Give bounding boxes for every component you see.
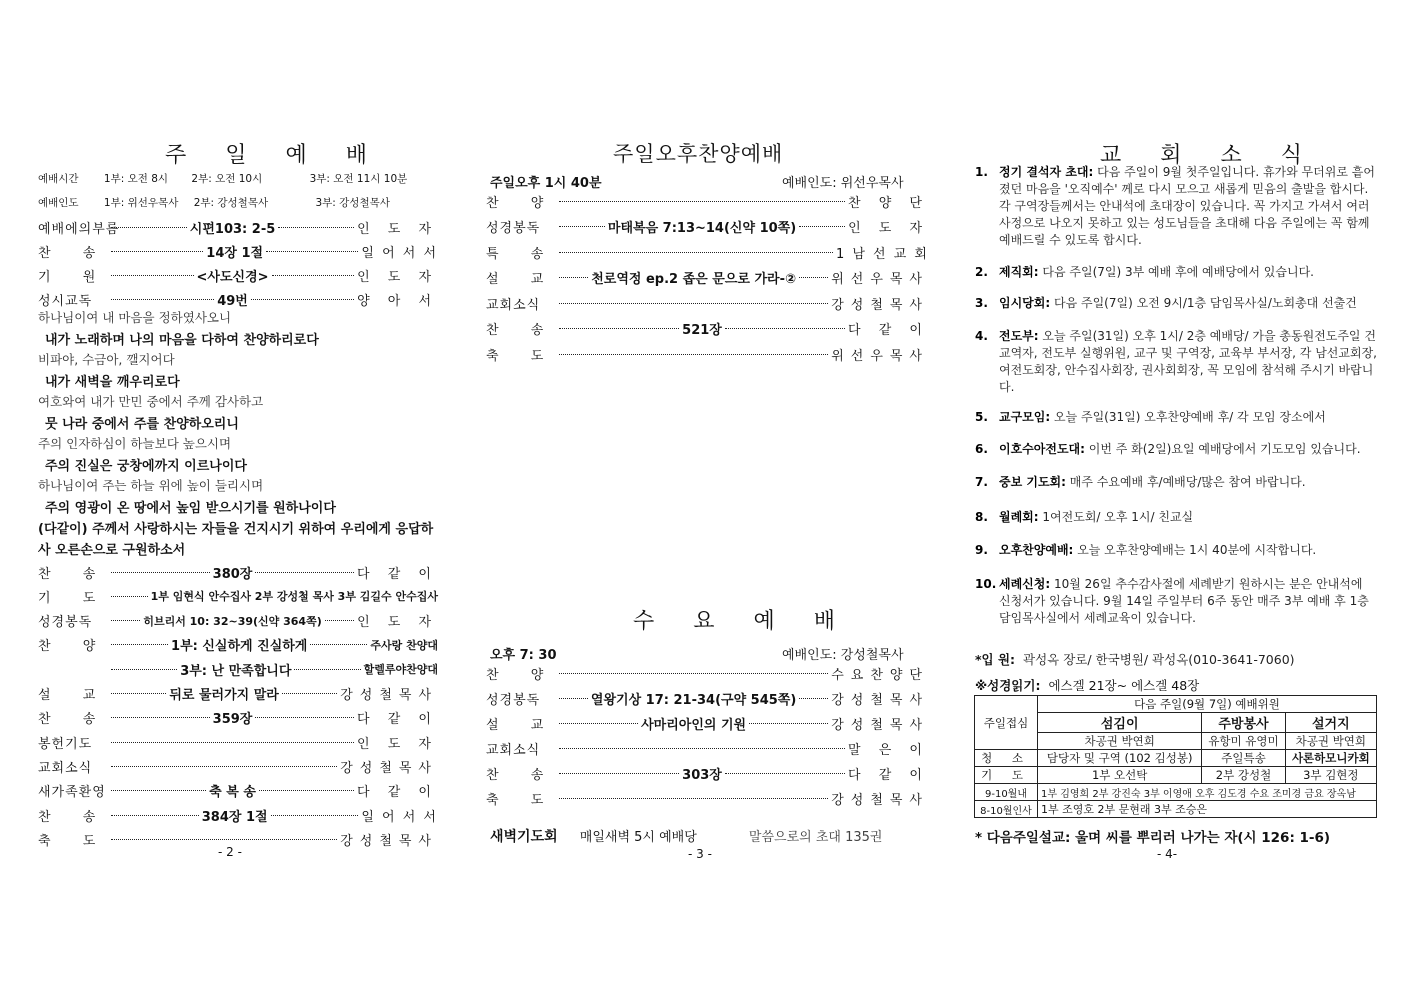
congregation-line: 뭇 나라 중에서 주를 찬양하오리니 xyxy=(45,417,239,432)
order-row xyxy=(38,756,438,776)
order-leader: 인 도 자 xyxy=(357,221,439,237)
leader-dots xyxy=(559,698,588,699)
notice-heading: 세례신청: xyxy=(999,577,1051,591)
order-row xyxy=(486,217,929,237)
notice-body: 다음 주일이 9월 첫주일입니다. 휴가와 무더위로 흩어졌던 마음을 '오직예수' 께로 다시 모으고 새롭게 믿음의 출발을 합시다. 각 구역장들께서는 안내석에 초대장이 있습니다. 꼭 가지고 가셔서 여러 사정으로 나오지 못하고 있는 성도님들을 초대해 다음 주일에는 꼭 함께 예배드릴 수 있도록 합시다. xyxy=(999,165,1375,247)
order-row xyxy=(38,586,438,606)
notice-number: 8. xyxy=(975,510,988,524)
congregation-line: (다같이) 주께서 사랑하시는 자들을 건지시기 위하여 우리에게 응답하 xyxy=(38,522,434,537)
duty-label: 주일접심 xyxy=(983,715,1029,730)
order-row xyxy=(486,763,929,783)
leader-dots xyxy=(111,742,354,743)
dawn-text: 매일새벽 5시 예배당 xyxy=(579,830,697,845)
duty-head-3: 설거지 xyxy=(1285,713,1376,733)
hospital-text: 곽성옥 장로/ 한국병원/ 곽성옥(010-3641-7060) xyxy=(1023,652,1295,667)
special-song-label: 주일특송 xyxy=(1202,750,1285,767)
order-item: 359장 xyxy=(212,712,253,728)
notice-item xyxy=(975,328,1377,396)
order-leader: 다 같 이 xyxy=(848,767,929,783)
order-item: <사도신경> xyxy=(196,269,269,285)
notice-number: 6. xyxy=(975,442,988,456)
notice-number: 10. xyxy=(975,577,997,591)
order-row xyxy=(486,344,929,364)
order-leader: 인 도 자 xyxy=(357,269,439,285)
leader-dots xyxy=(559,201,845,202)
order-row xyxy=(38,217,438,237)
greeting-value: 1부 조영호 2부 문현래 3부 조승은 xyxy=(1038,801,1377,818)
order-item: 384장 1절 xyxy=(201,809,268,825)
notice-body: 다음 주일(7일) 3부 예배 후에 예배당에서 있습니다. xyxy=(1042,265,1314,279)
order-row xyxy=(486,788,929,808)
service-times xyxy=(38,171,407,186)
leader-dots xyxy=(559,303,828,304)
leader-dots xyxy=(749,723,828,724)
notice-item xyxy=(975,576,1377,627)
special-song-value: 사론하모니카회 xyxy=(1285,750,1376,767)
order-row xyxy=(38,562,438,582)
order-item: 뒤로 물러가지 말라 xyxy=(169,688,279,703)
notice-heading: 월례회: xyxy=(999,510,1039,524)
leader-dots xyxy=(294,669,360,670)
order-label: 설 교 xyxy=(486,272,544,287)
notice-item xyxy=(975,441,1377,458)
leader-dots xyxy=(111,299,214,300)
page2-title: 주 일 예 배 xyxy=(165,143,383,168)
order-leader: 말 은 이 xyxy=(848,742,929,758)
congregation-line: 사 오른손으로 구원하소서 xyxy=(38,543,186,558)
leader-dots xyxy=(111,815,199,816)
order-row xyxy=(486,268,929,288)
notice-item xyxy=(975,409,1377,426)
notice-item xyxy=(975,542,1377,559)
order-item: 49번 xyxy=(217,293,248,309)
order-label: 교회소식 xyxy=(486,742,541,758)
duty-title-cell xyxy=(1038,696,1377,713)
order-label: 성경봉독 xyxy=(38,615,93,631)
notice-heading: 전도부: xyxy=(999,329,1039,343)
duty-head-2: 주방봉사 xyxy=(1202,713,1285,733)
leader-dots xyxy=(111,644,168,645)
notice-body: 오늘 주일(31일) 오후 1시/ 2층 예배당/ 가을 총동원전도주일 건 교역자, 전도부 실행위원, 교구 및 구역장, 교육부 부서장, 각 남선교회장, 여전도회장, 안수집사회장, 권사회회장, 꼭 모임에 참석해 주시기 바랍니다. xyxy=(999,329,1377,394)
leader-line: 하나님이여 주는 하늘 위에 높이 들리시며 xyxy=(38,478,264,493)
leader-dots xyxy=(559,798,828,799)
cleaning-value: 담당자 및 구역 (102 김성봉) xyxy=(1038,750,1202,767)
congregation-line: 주의 영광이 온 땅에서 높임 받으시기를 원하나이다 xyxy=(45,501,336,516)
notice-item xyxy=(975,295,1377,312)
notice-item xyxy=(975,474,1377,491)
leader-dots xyxy=(111,717,210,718)
bible-text: 에스겔 21장~ 에스겔 48장 xyxy=(1048,678,1200,693)
order-leader: 강성철목사 xyxy=(831,692,930,708)
order-label: 특 송 xyxy=(486,246,544,262)
notice-body: 다음 주일(7일) 오전 9시/1층 담임목사실/노회총대 선출건 xyxy=(1054,296,1357,310)
order-label: 새가족환영 xyxy=(38,785,106,801)
order-label: 기 도 xyxy=(38,590,96,606)
notice-item xyxy=(975,264,1377,281)
hospital-line xyxy=(975,650,1295,668)
order-label: 찬 양 xyxy=(486,667,544,683)
leader-dots xyxy=(559,773,679,774)
order-item: 3부: 난 만족합니다 xyxy=(180,663,292,679)
order-leader: 위선우목사 xyxy=(831,348,929,364)
order-label: 설 교 xyxy=(38,688,96,703)
order-leader: 위선우목사 xyxy=(831,272,929,287)
leader-line: 주의 인자하심이 하늘보다 높으시며 xyxy=(38,436,232,451)
order-label: 찬 송 xyxy=(486,323,544,338)
congregation-line: 주의 진실은 궁창에까지 이르나이다 xyxy=(45,459,247,474)
order-item: 마태복음 7:13~14(신약 10쪽) xyxy=(607,221,797,236)
leader-line: 여호와여 내가 만민 중에서 주께 감사하고 xyxy=(38,394,264,409)
order-row xyxy=(486,191,929,211)
leader-dots xyxy=(559,723,638,724)
order-leader: 인 도 자 xyxy=(848,221,930,236)
order-label: 교회소식 xyxy=(38,760,93,776)
hospital-label: *입 원: xyxy=(975,652,1016,667)
notice-body: 매주 수요예배 후/예배당/많은 참여 바랍니다. xyxy=(1069,475,1306,489)
page-number-2: - 2 - xyxy=(218,845,242,859)
order-label: 성경봉독 xyxy=(486,221,541,236)
order-row xyxy=(38,659,438,679)
notice-number: 2. xyxy=(975,265,988,279)
leader-dots xyxy=(255,717,354,718)
times-label: 예배시간 xyxy=(38,173,79,185)
notice-heading: 오후찬양예배: xyxy=(999,543,1074,557)
order-row xyxy=(486,319,929,339)
leader-dots xyxy=(266,251,358,252)
order-row xyxy=(38,684,438,704)
order-label: 봉헌기도 xyxy=(38,736,93,752)
duty-name-3: 차공권 박연희 xyxy=(1285,733,1376,750)
prayer-2: 2부 강성철 xyxy=(1202,767,1285,784)
page-number-3: - 3 - xyxy=(688,847,712,861)
notice-number: 4. xyxy=(975,329,988,343)
duty-label-cell xyxy=(975,696,1038,750)
prayer-label: 기 도 xyxy=(975,767,1038,784)
order-label: 찬 양 xyxy=(486,195,544,211)
duty-name-2: 유항미 유영미 xyxy=(1202,733,1285,750)
order-item: 히브리서 10: 32~39(신약 364쪽) xyxy=(143,614,322,628)
order-label: 교회소식 xyxy=(486,297,541,313)
leader-line: 비파야, 수금아, 깰지어다 xyxy=(38,352,175,367)
order-row xyxy=(486,242,929,262)
prayer-1: 1부 오선탁 xyxy=(1038,767,1202,784)
order-item: 천로역정 ep.2 좁은 문으로 가라-② xyxy=(591,272,796,287)
leader-2: 2부: 강성철목사 xyxy=(193,197,269,209)
order-leader: 강성철목사 xyxy=(340,760,438,776)
notice-body: 이번 주 화(2일)요일 예배당에서 기도모임 있습니다. xyxy=(1088,442,1361,456)
next-sermon: * 다음주일설교: 울며 씨를 뿌리러 나가는 자(시 126: 1-6) xyxy=(975,830,1331,846)
order-item: 1부: 신실하게 진실하게 xyxy=(171,639,308,655)
afternoon-leader: 예배인도: 위선우목사 xyxy=(782,176,904,191)
notice-body: 오늘 오후찬양예배는 1시 40분에 시작합니다. xyxy=(1077,543,1317,557)
order-leader: 수요찬양단 xyxy=(831,667,929,683)
order-row xyxy=(38,708,438,728)
order-item: 521장 xyxy=(682,323,722,338)
notice-item xyxy=(975,164,1377,249)
notice-heading: 이호수아전도대: xyxy=(999,442,1085,456)
leader-1: 1부: 위선우목사 xyxy=(103,197,179,209)
leader-dots xyxy=(111,839,337,840)
bible-reading xyxy=(975,676,1199,694)
notice-number: 5. xyxy=(975,410,988,424)
order-label: 찬 송 xyxy=(38,712,96,728)
leader-dots xyxy=(725,328,845,329)
bible-label: ※성경읽기: xyxy=(975,678,1041,693)
order-label: 예배에의부름 xyxy=(38,221,120,237)
leader-dots xyxy=(111,275,194,276)
order-label: 찬 송 xyxy=(38,809,96,825)
service-leaders xyxy=(38,195,390,210)
leader-dots xyxy=(111,251,203,252)
dawn-note: 말씀으로의 초대 135권 xyxy=(748,830,883,845)
order-item: 시편103: 2-5 xyxy=(189,221,276,237)
order-item: 1부 임현식 안수집사 2부 강성철 목사 3부 김길수 안수집사 xyxy=(150,590,438,604)
congregation-line: 내가 새벽을 깨우리로다 xyxy=(45,375,180,390)
leader-dots xyxy=(111,693,166,694)
leader-dots xyxy=(559,328,679,329)
guide-value: 1부 김영희 2부 강진숙 3부 이영애 오후 김도경 수요 조미경 금요 장옥남 xyxy=(1038,784,1377,801)
order-label: 찬 송 xyxy=(486,767,544,783)
notice-number: 7. xyxy=(975,475,988,489)
order-leader: 1 남 선 교 회 xyxy=(835,246,929,262)
order-leader: 강성철목사 xyxy=(340,833,438,849)
order-item: 사마리아인의 기원 xyxy=(641,717,747,733)
order-label: 축 도 xyxy=(486,348,544,364)
leader-3: 3부: 강성철목사 xyxy=(315,197,390,209)
duty-title: 다음 주일(9월 7일) 예배위원 xyxy=(1134,697,1280,711)
notice-heading: 제직회: xyxy=(999,265,1039,279)
notice-number: 3. xyxy=(975,296,988,310)
order-row xyxy=(38,611,438,631)
order-item: 380장 xyxy=(212,566,253,582)
leader-dots xyxy=(111,620,140,621)
leader-dots xyxy=(325,620,354,621)
page-number-4: - 4- xyxy=(1157,847,1178,861)
leader-dots xyxy=(251,299,354,300)
order-leader: 강성철목사 xyxy=(340,688,439,703)
order-row xyxy=(486,293,929,313)
order-leader: 다 같 이 xyxy=(357,785,438,801)
notice-number: 9. xyxy=(975,543,988,557)
order-label: 축 도 xyxy=(38,833,96,849)
dawn-prayer xyxy=(490,826,882,846)
order-row xyxy=(38,732,438,752)
notice-body: 1여전도회/ 오후 1시/ 친교실 xyxy=(1042,510,1194,524)
order-leader: 강성철목사 xyxy=(831,717,930,733)
dawn-title: 새벽기도회 xyxy=(490,829,558,845)
leader-dots xyxy=(559,673,828,674)
time-3: 3부: 오전 11시 10분 xyxy=(309,173,408,185)
order-label: 찬 송 xyxy=(38,566,96,582)
time-1: 1부: 오전 8시 xyxy=(103,173,169,185)
order-leader: 할렐루야찬양대 xyxy=(363,663,438,677)
order-leader: 양 아 서 xyxy=(357,293,439,309)
leader-dots xyxy=(559,277,588,278)
order-item: 303장 xyxy=(682,767,722,783)
leader-dots xyxy=(278,227,354,228)
leader-dots xyxy=(282,693,337,694)
prayer-3: 3부 김현정 xyxy=(1285,767,1376,784)
order-label: 설 교 xyxy=(486,717,544,733)
wednesday-time: 오후 7: 30 xyxy=(490,648,557,663)
wednesday-title: 수 요 예 배 xyxy=(633,609,851,634)
duty-table xyxy=(974,695,1377,818)
order-row xyxy=(38,781,438,801)
order-row xyxy=(486,738,929,758)
order-row xyxy=(38,805,438,825)
order-row xyxy=(38,635,438,655)
order-label: 찬 송 xyxy=(38,245,96,261)
notice-heading: 임시당회: xyxy=(999,296,1051,310)
leader-dots xyxy=(559,354,828,355)
order-leader: 강성철목사 xyxy=(831,792,929,808)
leader-dots xyxy=(559,748,845,749)
notice-heading: 중보 기도회: xyxy=(999,475,1066,489)
order-row xyxy=(486,713,929,733)
afternoon-time: 주일오후 1시 40분 xyxy=(490,176,602,191)
notice-heading: 교구모임: xyxy=(999,410,1051,424)
leader-dots xyxy=(559,252,833,253)
leader-dots xyxy=(111,669,177,670)
leader-dots xyxy=(259,790,354,791)
leader-dots xyxy=(271,815,359,816)
order-leader: 인 도 자 xyxy=(357,615,439,631)
notice-number: 1. xyxy=(975,165,988,179)
duty-name-1: 차공권 박연희 xyxy=(1038,733,1202,750)
order-leader: 인 도 자 xyxy=(357,736,438,752)
leaders-label: 예배인도 xyxy=(38,197,79,209)
order-row xyxy=(38,289,438,309)
leader-dots xyxy=(111,766,337,767)
leader-dots xyxy=(725,773,845,774)
leader-dots xyxy=(111,596,148,597)
order-row xyxy=(38,241,438,261)
notice-body: 10월 26일 추수감사절에 세례받기 원하시는 분은 안내석에 신청서가 있습니다. 9월 14일 주일부터 6주 동안 매주 3부 예배 후 1층 담임목사실에서 세례교육이 있습니다. xyxy=(999,577,1369,625)
order-row xyxy=(38,265,438,285)
order-item: 14장 1절 xyxy=(206,245,264,261)
order-leader: 일 어 서 서 xyxy=(361,809,438,825)
order-leader: 강성철목사 xyxy=(831,297,929,313)
leader-dots xyxy=(272,275,355,276)
order-item: 축 복 송 xyxy=(209,785,256,801)
leader-dots xyxy=(310,644,367,645)
order-label: 성시교독 xyxy=(38,293,93,309)
leader-dots xyxy=(111,227,187,228)
leader-dots xyxy=(559,226,605,227)
order-label: 찬 양 xyxy=(38,639,96,655)
order-label: 축 도 xyxy=(486,792,544,808)
order-leader: 다 같 이 xyxy=(357,712,438,728)
order-label: 성경봉독 xyxy=(486,692,541,708)
duty-head-1: 섬김이 xyxy=(1038,713,1202,733)
order-leader: 찬 양 단 xyxy=(848,195,929,211)
order-row xyxy=(486,663,929,683)
leader-dots xyxy=(111,572,210,573)
order-leader: 일 어 서 서 xyxy=(361,245,439,261)
leader-line: 하나님이여 내 마음을 정하였사오니 xyxy=(38,310,232,325)
congregation-line: 내가 노래하며 나의 마음을 다하여 찬양하리로다 xyxy=(45,333,319,348)
notice-heading: 정기 결석자 초대: xyxy=(999,165,1094,179)
leader-dots xyxy=(799,698,828,699)
cleaning-label: 청 소 xyxy=(975,750,1038,767)
leader-dots xyxy=(111,790,206,791)
guide-label: 9-10월내 xyxy=(975,784,1038,801)
order-leader: 주사랑 찬양대 xyxy=(370,638,439,652)
notice-body: 오늘 주일(31일) 오후찬양예배 후/ 각 모임 장소에서 xyxy=(1054,410,1326,424)
wednesday-leader: 예배인도: 강성철목사 xyxy=(782,648,904,663)
order-leader: 다 같 이 xyxy=(357,566,438,582)
notice-item xyxy=(975,509,1377,526)
leader-dots xyxy=(799,226,845,227)
afternoon-title: 주일오후찬양예배 xyxy=(613,142,784,166)
leader-dots xyxy=(255,572,354,573)
order-item: 열왕기상 17: 21-34(구약 545쪽) xyxy=(590,692,797,708)
time-2: 2부: 오전 10시 xyxy=(191,173,263,185)
greeting-label: 8-10월인사 xyxy=(975,801,1038,818)
leader-dots xyxy=(799,277,828,278)
page4-title: 교 회 소 식 xyxy=(1100,143,1318,168)
order-leader: 다 같 이 xyxy=(848,323,929,338)
order-row xyxy=(486,688,929,708)
order-label: 기 원 xyxy=(38,269,96,285)
